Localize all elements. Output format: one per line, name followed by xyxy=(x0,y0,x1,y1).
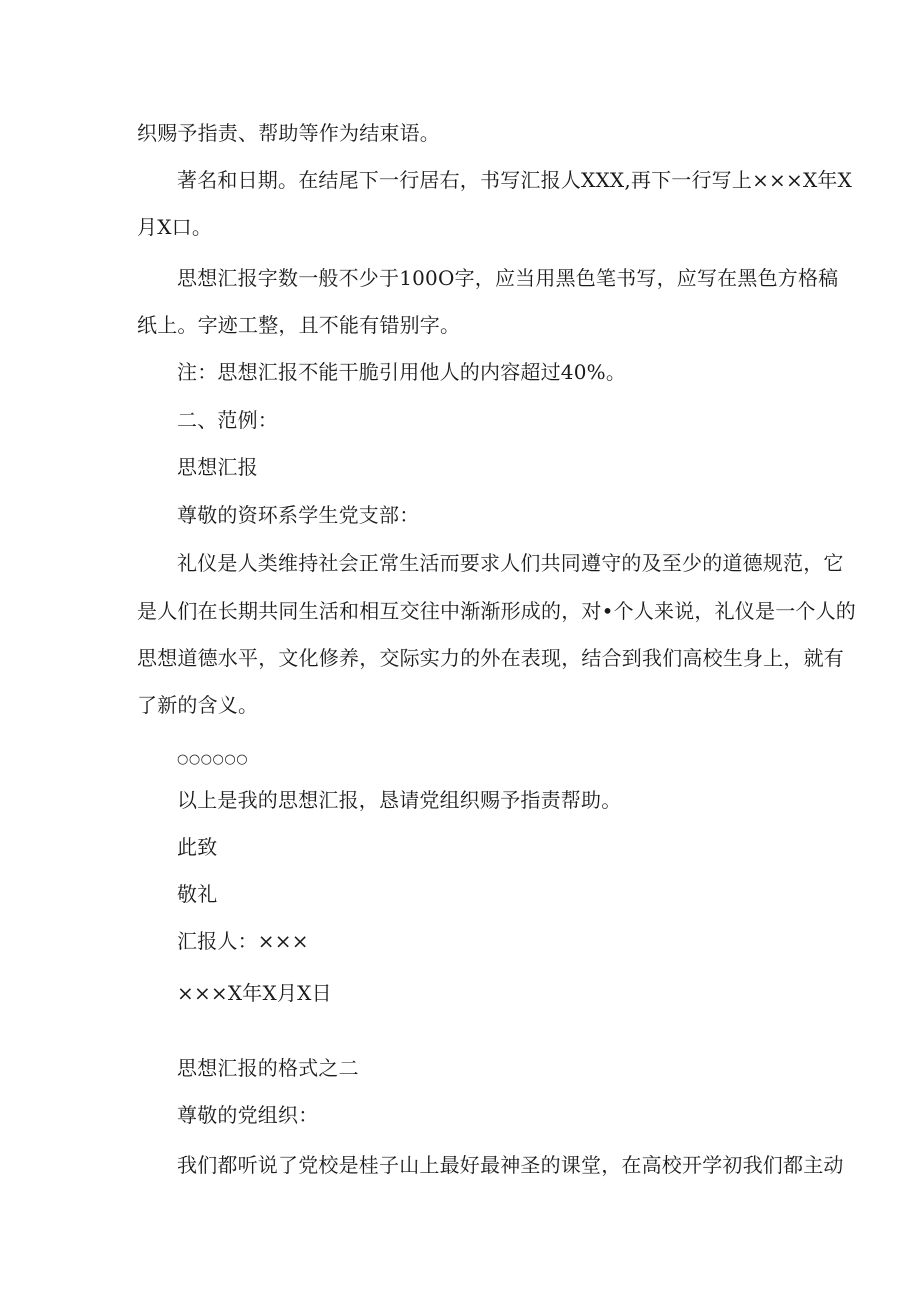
section-heading: 二、范例： xyxy=(177,408,278,432)
paragraph-line: 了新的含义。 xyxy=(137,693,259,717)
note-line: 注：思想汇报不能干脆引用他人的内容超过40%。 xyxy=(177,360,627,384)
paragraph-line: 思想道德水平，文化修养，交际实力的外在表现，结合到我们高校生身上，就有 xyxy=(137,646,844,670)
paragraph-line: 月X口。 xyxy=(137,215,213,239)
closing-jingli: 敬礼 xyxy=(177,882,218,906)
paragraph-line: 思想汇报字数一般不少于100O字，应当用黑色笔书写，应写在黑色方格稿 xyxy=(177,266,839,290)
section-title: 思想汇报的格式之二 xyxy=(177,1056,359,1080)
salutation: 尊敬的资环系学生党支部： xyxy=(177,503,420,527)
paragraph-line: 我们都听说了党校是桂子山上最好最神圣的课堂，在高校开学初我们都主动 xyxy=(177,1153,844,1177)
report-date: ×××X年X月X日 xyxy=(177,981,332,1005)
ellipsis-marker: ○○○○○○ xyxy=(177,752,249,767)
paragraph-line: 礼仪是人类维持社会正常生活而要求人们共同遵守的及至少的道德规范，它 xyxy=(177,551,844,575)
paragraph-line: 著名和日期。在结尾下一行居右，书写汇报人XXX,再下一行写上×××X年X xyxy=(177,168,853,192)
paragraph-line: 是人们在长期共同生活和相互交往中渐渐形成的，对•个人来说，礼仪是一个人的 xyxy=(137,599,856,623)
example-title: 思想汇报 xyxy=(177,455,258,479)
paragraph-line: 织赐予指责、帮助等作为结束语。 xyxy=(137,121,440,145)
reporter-name: 汇报人：××× xyxy=(177,929,309,953)
closing-line: 以上是我的思想汇报，恳请党组织赐予指责帮助。 xyxy=(177,788,622,812)
paragraph-line: 纸上。字迹工整，且不能有错别字。 xyxy=(137,313,461,337)
closing-cizhi: 此致 xyxy=(177,835,218,859)
salutation: 尊敬的党组织： xyxy=(177,1103,319,1127)
